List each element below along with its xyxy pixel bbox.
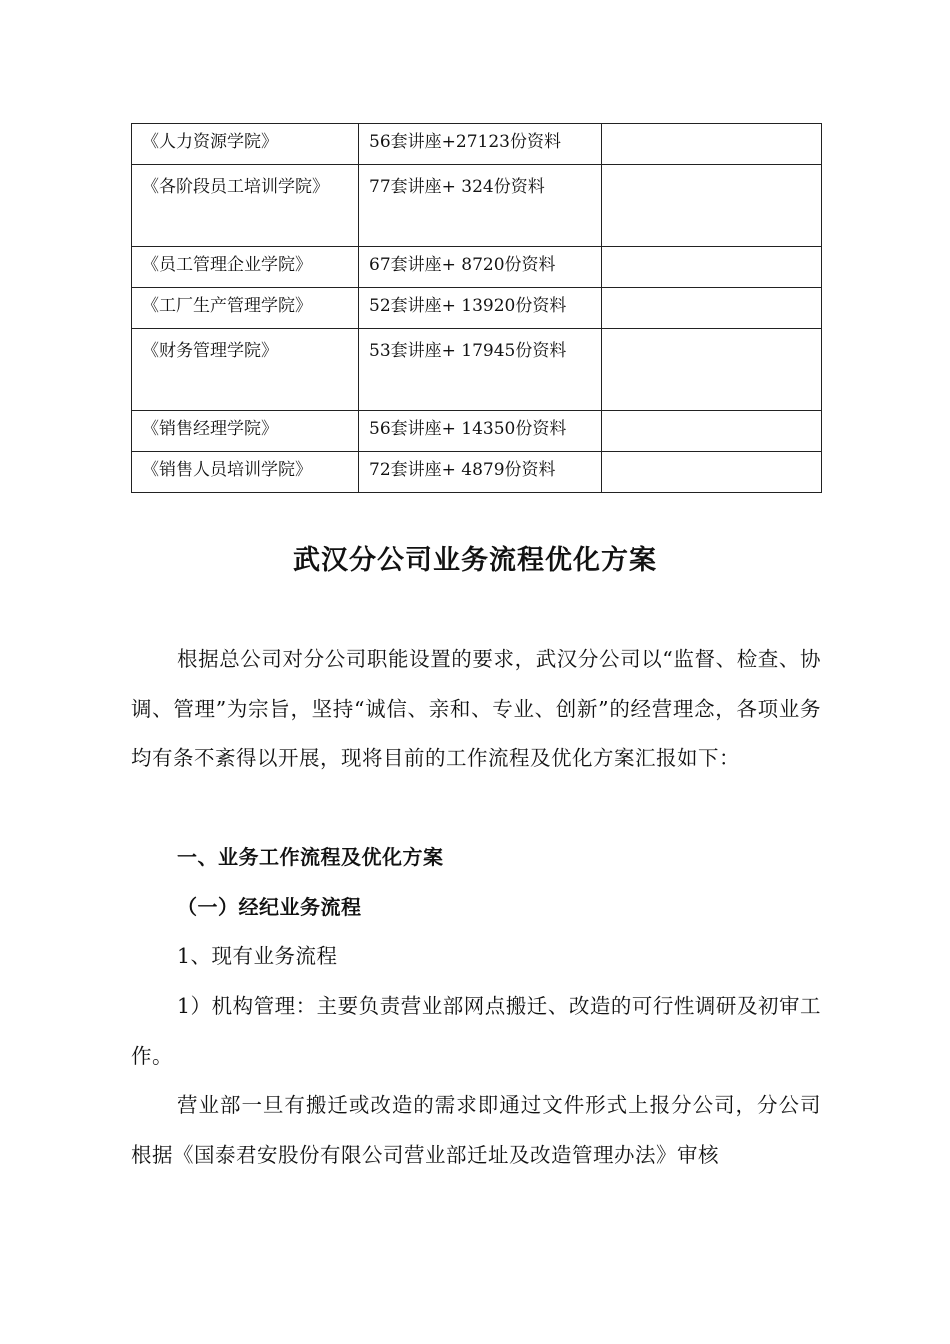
table-row: [132, 329, 822, 411]
subsection-heading: （一）经纪业务流程: [177, 895, 362, 919]
table-cell-content: 77套讲座+ 324份资料: [359, 165, 602, 247]
table-cell-name: 《各阶段员工培训学院》: [132, 165, 359, 247]
table-row: [132, 247, 822, 288]
table-cell-name: 《销售人员培训学院》: [132, 452, 359, 493]
table-cell-note: [602, 124, 822, 165]
table-cell-note: [602, 411, 822, 452]
table-row: [132, 124, 822, 165]
table-row: [132, 452, 822, 493]
table-row: [132, 165, 822, 247]
catalog-table: [131, 123, 822, 493]
table-cell-content: 56套讲座+27123份资料: [359, 124, 602, 165]
item-heading: 1、现有业务流程: [177, 944, 338, 968]
body-paragraph: 营业部一旦有搬迁或改造的需求即通过文件形式上报分公司，分公司根据《国泰君安股份有限公司营业部迁址及改造管理办法》审核: [131, 1093, 821, 1167]
table-cell-content: 52套讲座+ 13920份资料: [359, 288, 602, 329]
intro-paragraph: 根据总公司对分公司职能设置的要求，武汉分公司以“监督、检查、协调、管理”为宗旨，坚持“诚信、亲和、专业、创新”的经营理念，各项业务均有条不紊得以开展，现将目前的工作流程及优化方案汇报如下：: [131, 647, 821, 770]
table-cell-name: 《工厂生产管理学院》: [132, 288, 359, 329]
table-cell-content: 67套讲座+ 8720份资料: [359, 247, 602, 288]
table-cell-content: 53套讲座+ 17945份资料: [359, 329, 602, 411]
table-cell-note: [602, 288, 822, 329]
table-cell-name: 《销售经理学院》: [132, 411, 359, 452]
table-cell-note: [602, 452, 822, 493]
document-title: 武汉分公司业务流程优化方案: [293, 545, 657, 576]
body-paragraph: 1）机构管理：主要负责营业部网点搬迁、改造的可行性调研及初审工作。: [131, 994, 821, 1068]
table-cell-name: 《人力资源学院》: [132, 124, 359, 165]
table-row: [132, 288, 822, 329]
section-heading: 一、业务工作流程及优化方案: [177, 845, 444, 869]
table-row: [132, 411, 822, 452]
table-cell-note: [602, 329, 822, 411]
table-cell-content: 72套讲座+ 4879份资料: [359, 452, 602, 493]
table-cell-content: 56套讲座+ 14350份资料: [359, 411, 602, 452]
table-cell-name: 《员工管理企业学院》: [132, 247, 359, 288]
table-cell-name: 《财务管理学院》: [132, 329, 359, 411]
table-cell-note: [602, 247, 822, 288]
table-cell-note: [602, 165, 822, 247]
